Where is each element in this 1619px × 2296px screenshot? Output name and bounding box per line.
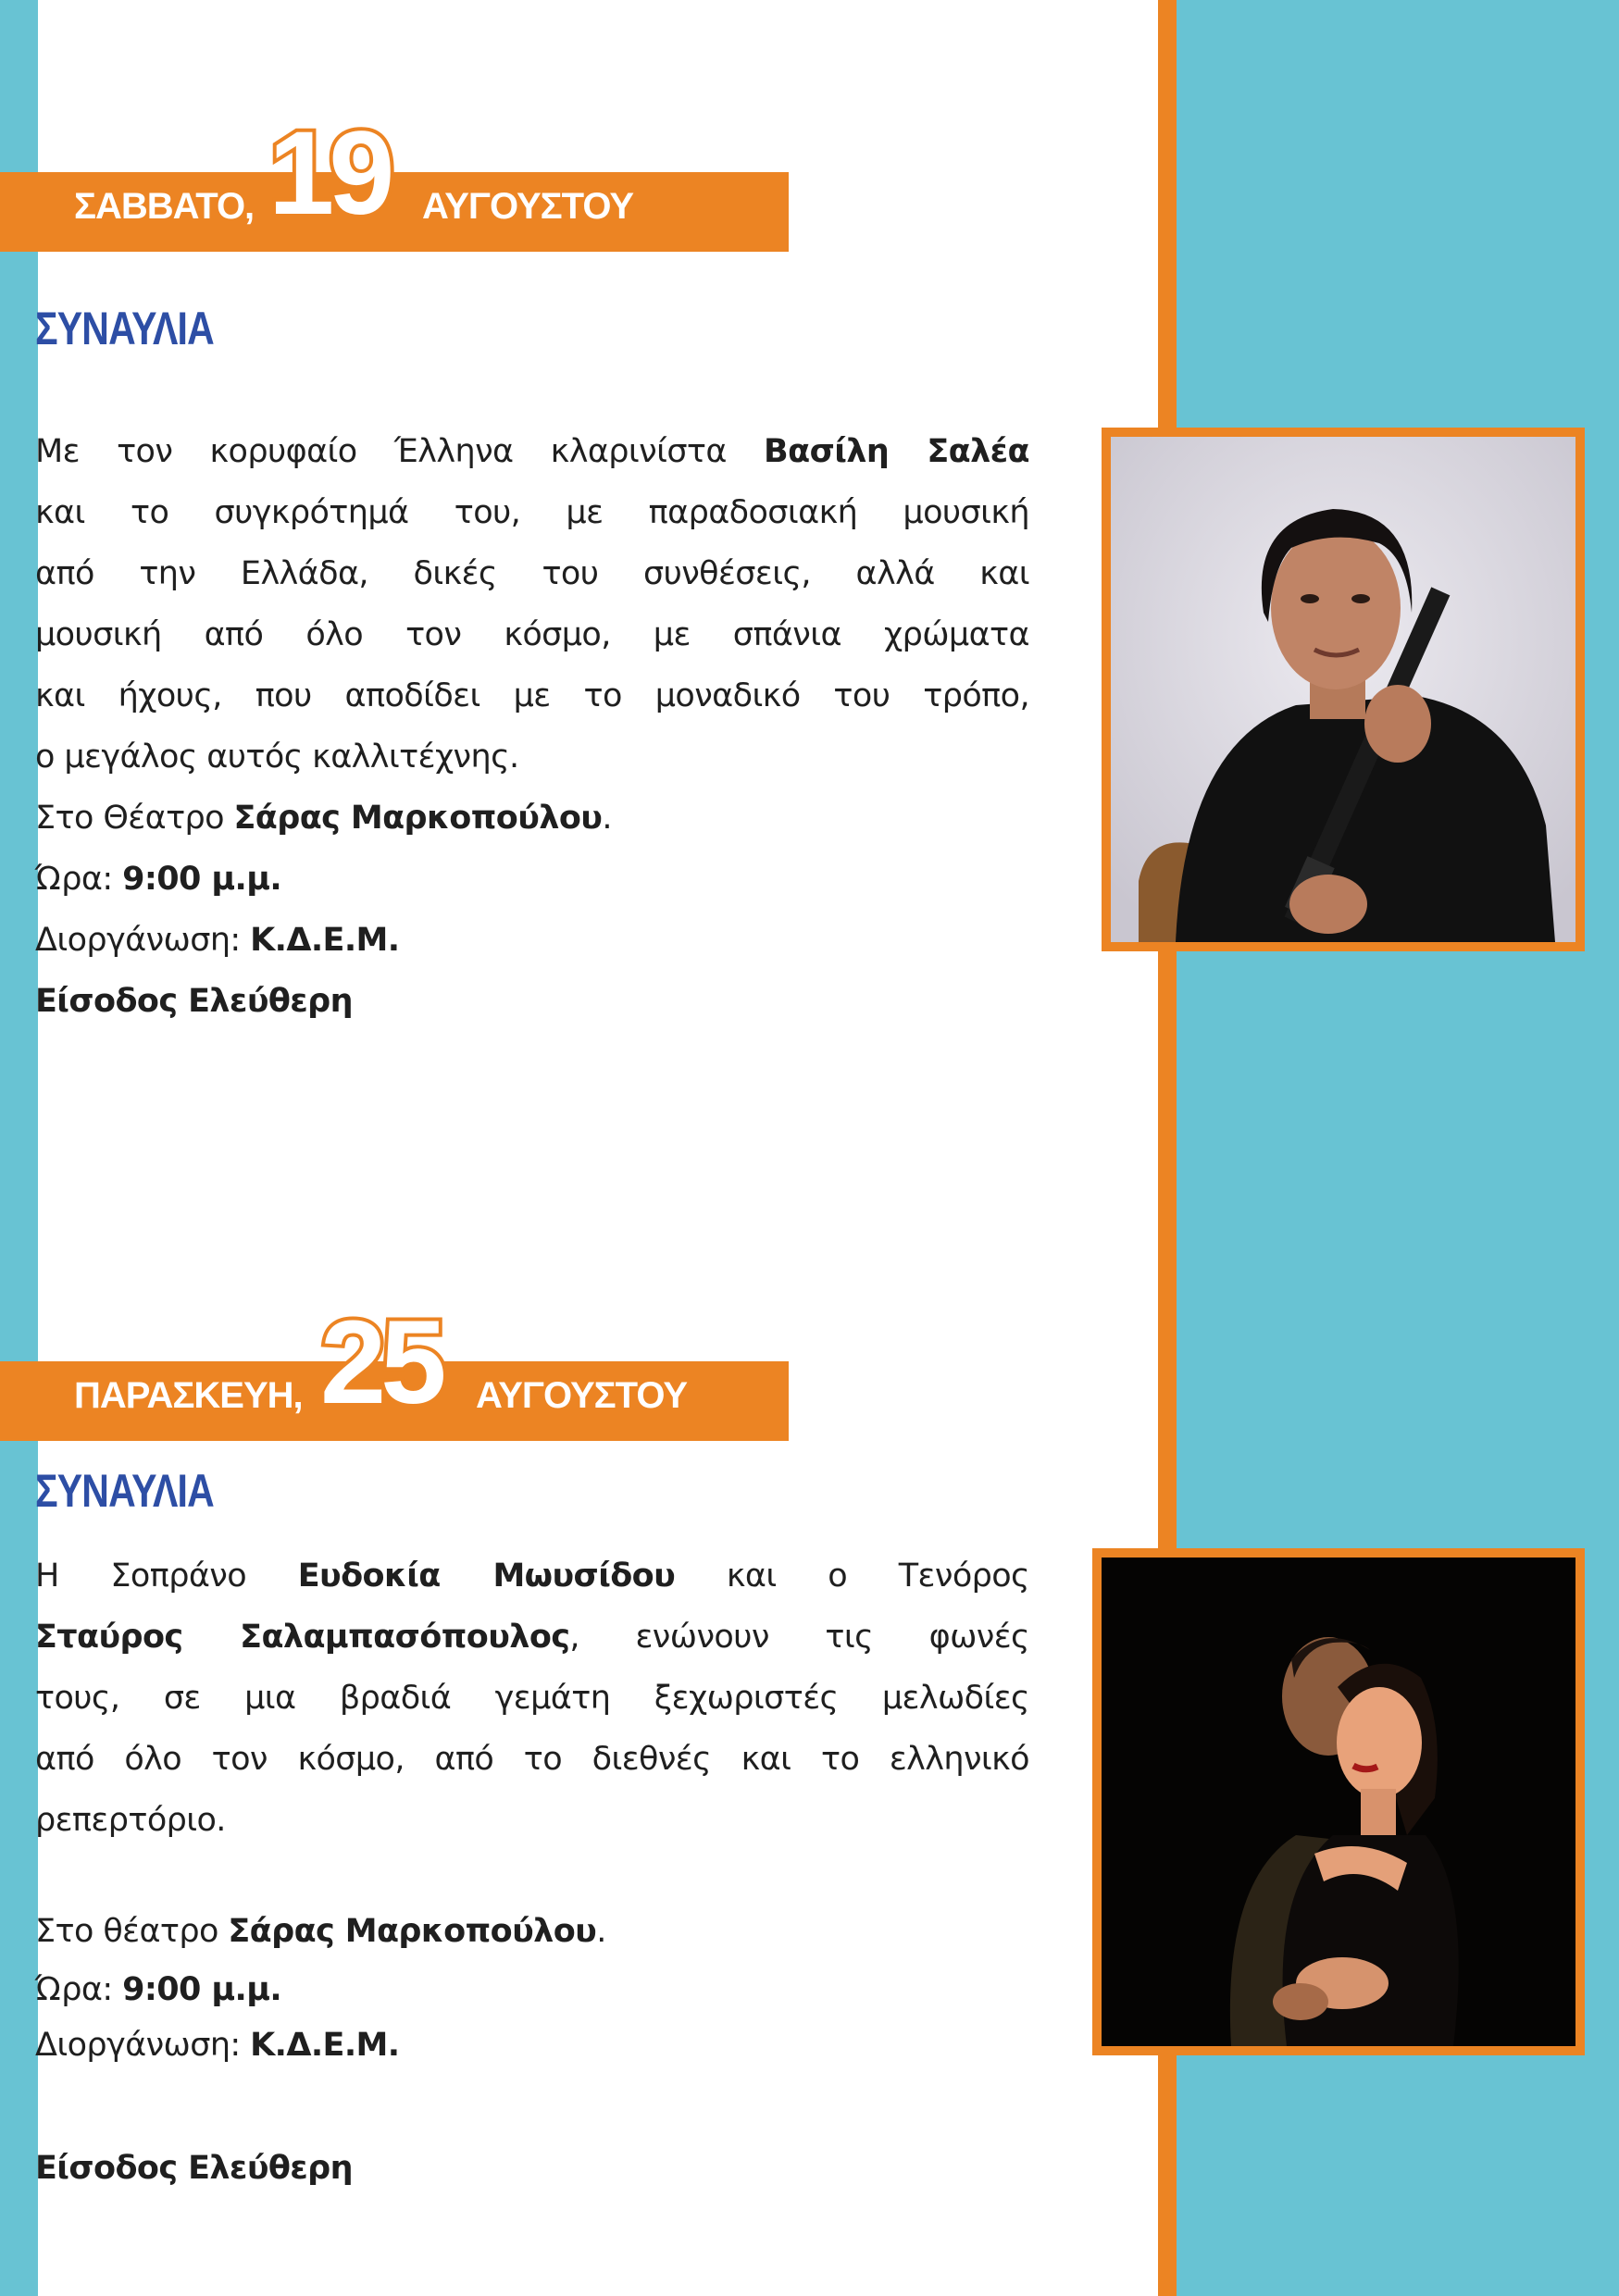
singers-duo-photo	[1092, 1548, 1585, 2055]
venue-name: Σάρας Μαρκοπούλου	[233, 800, 603, 837]
clarinetist-photo	[1102, 428, 1585, 951]
soprano-name: Ευδοκία Μωυσίδου	[297, 1558, 676, 1595]
venue-line: Στο Θέατρο Σάρας Μαρκοπούλου.	[35, 800, 612, 837]
description-line: Με τον κορυφαίο Έλληνα κλαρινίστα Βασίλη Σαλέα	[35, 433, 1029, 470]
event-title: ΣΥΝΑΥΛΙΑ	[35, 303, 214, 354]
description-line: από την Ελλάδα, δικές του συνθέσεις, αλλά και	[35, 555, 1029, 592]
singers-duo-photo-icon	[1102, 1558, 1575, 2046]
event-month: ΑΥΓΟΥΣΤΟΥ	[476, 1375, 688, 1416]
description-line: μουσική από όλο τον κόσμο, με σπάνια χρώματα	[35, 616, 1029, 653]
organizer-name: Κ.Δ.Ε.Μ.	[250, 2027, 400, 2064]
description-line: και το συγκρότημά του, με παραδοσιακή μουσική	[35, 494, 1029, 531]
time-line: Ώρα: 9:00 μ.μ.	[35, 861, 282, 898]
event-title: ΣΥΝΑΥΛΙΑ	[35, 1465, 214, 1517]
venue-name: Σάρας Μαρκοπούλου	[228, 1913, 597, 1950]
event-day-number: 25	[320, 1297, 442, 1429]
description-line: και ήχους, που αποδίδει με το μοναδικό του τρόπο,	[35, 677, 1029, 714]
organizer-line: Διοργάνωση: Κ.Δ.Ε.Μ.	[35, 922, 400, 959]
description-line: τους, σε μια βραδιά γεμάτη ξεχωριστές μελωδίες	[35, 1680, 1029, 1717]
description-line: από όλο τον κόσμο, από το διεθνές και το ελληνικό	[35, 1741, 1029, 1778]
entry-line	[35, 971, 1029, 1032]
event-description	[35, 421, 1029, 1032]
free-entry: Είσοδος Ελεύθερη	[35, 2150, 353, 2187]
description-line: Σταύρος Σαλαμπασόπουλος, ενώνουν τις φωνές	[35, 1619, 1029, 1656]
event-time: 9:00 μ.μ.	[122, 1971, 282, 2008]
event-month: ΑΥΓΟΥΣΤΟΥ	[422, 186, 634, 227]
event-time: 9:00 μ.μ.	[122, 861, 282, 898]
description-line: Η Σοπράνο Ευδοκία Μωυσίδου και ο Τενόρος	[35, 1558, 1029, 1595]
description-line: ρεπερτόριο.	[35, 1802, 226, 1839]
tenor-name: Σταύρος Σαλαμπασόπουλος	[35, 1619, 570, 1656]
description-line: ο μεγάλος αυτός καλλιτέχνης.	[35, 738, 519, 776]
entry-line	[35, 2138, 1029, 2199]
clarinetist-photo-icon	[1111, 437, 1575, 942]
organizer-line: Διοργάνωση: Κ.Δ.Ε.Μ.	[35, 2027, 400, 2064]
event-description	[35, 1545, 1029, 2199]
time-line: Ώρα: 9:00 μ.μ.	[35, 1971, 282, 2008]
event-date-banner	[0, 107, 789, 252]
artist-name: Βασίλη Σαλέα	[764, 433, 1029, 470]
event-date-banner	[0, 1297, 789, 1441]
venue-line: Στο θέατρο Σάρας Μαρκοπούλου.	[35, 1913, 606, 1950]
event-day-number: 19	[268, 107, 390, 240]
organizer-name: Κ.Δ.Ε.Μ.	[250, 922, 400, 959]
free-entry: Είσοδος Ελεύθερη	[35, 983, 353, 1020]
event-day: ΣΑΒΒΑΤΟ,	[74, 186, 255, 227]
event-day: ΠΑΡΑΣΚΕΥΗ,	[74, 1375, 303, 1416]
